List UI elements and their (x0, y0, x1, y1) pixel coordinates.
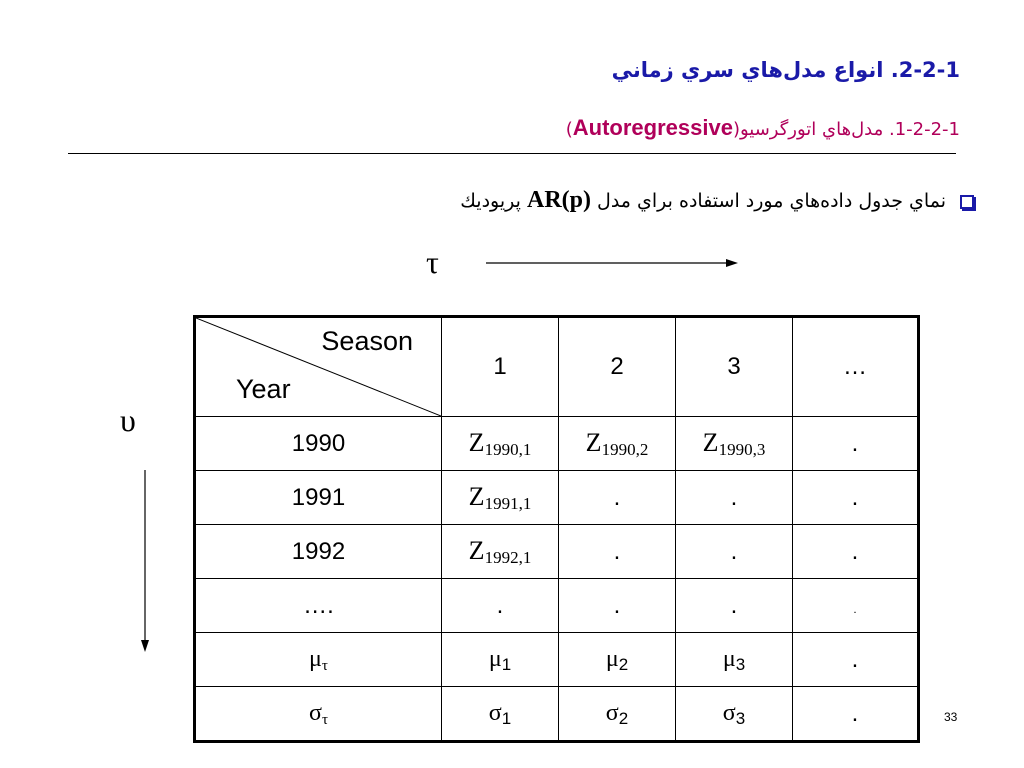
table-cell: $Z_{1992,1}$ (442, 525, 559, 579)
year-label: …. (195, 579, 442, 633)
table-header-row (195, 317, 919, 417)
sigma-row (195, 687, 919, 742)
year-label: 1990 (195, 417, 442, 471)
table-cell: . (442, 579, 559, 633)
sigma-cell: $\sigma_2$ (559, 687, 676, 742)
table-cell: . (676, 579, 793, 633)
season-header: 3 (676, 317, 793, 417)
sigma-label: $\sigma_\tau$ (195, 687, 442, 742)
vertical-arrow-icon (138, 470, 152, 652)
corner-year-label: Year (236, 374, 291, 404)
square-bullet-icon (960, 195, 974, 209)
table-cell: . (676, 525, 793, 579)
table-cell: $Z_{1990,1}$ (442, 417, 559, 471)
table-cell: . (793, 417, 919, 471)
table-cell: . (676, 471, 793, 525)
table-row (195, 417, 919, 471)
corner-season-label: Season (321, 326, 413, 356)
season-header: … (793, 317, 919, 417)
subtitle-persian: 1-2-2-1. مدل‌هاي اتورگرسيو (739, 119, 960, 140)
table-cell: . (793, 471, 919, 525)
table-cell: $Z_{1990,2}$ (559, 417, 676, 471)
table-row (195, 471, 919, 525)
table-row (195, 579, 919, 633)
bullet-item (460, 187, 974, 214)
bullet-model-name: AR(p) (526, 187, 591, 213)
mean-row (195, 633, 919, 687)
year-label: 1992 (195, 525, 442, 579)
table-cell: . (793, 579, 919, 633)
season-header: 2 (559, 317, 676, 417)
tau-axis-label: τ (426, 244, 439, 280)
table-row (195, 525, 919, 579)
mean-label: $\mu_\tau$ (195, 633, 442, 687)
sigma-cell: . (793, 687, 919, 742)
slide-title: 2-2-1. انواع مدل‌هاي سري زماني (611, 58, 960, 82)
season-header: 1 (442, 317, 559, 417)
mean-cell: $\mu_1$ (442, 633, 559, 687)
page-number: 33 (944, 710, 958, 724)
sigma-cell: $\sigma_3$ (676, 687, 793, 742)
table-corner-cell (195, 317, 442, 417)
bullet-text-before: نماي جدول داده‌هاي مورد استفاده براي مدل (597, 189, 946, 212)
mean-cell: $\mu_3$ (676, 633, 793, 687)
subtitle-english: Autoregressive (572, 115, 733, 140)
table-cell: . (559, 525, 676, 579)
sigma-cell: $\sigma_1$ (442, 687, 559, 742)
horizontal-arrow-icon (486, 256, 738, 270)
table-cell: . (559, 471, 676, 525)
header-divider (68, 153, 956, 154)
slide-subtitle (566, 115, 960, 141)
table-cell: . (559, 579, 676, 633)
table-cell: $Z_{1990,3}$ (676, 417, 793, 471)
subtitle-paren-open: ( (732, 119, 740, 140)
table-cell: $Z_{1991,1}$ (442, 471, 559, 525)
periodic-data-table (193, 315, 920, 743)
year-label: 1991 (195, 471, 442, 525)
mean-cell: . (793, 633, 919, 687)
bullet-text-after: پريوديك (460, 189, 521, 212)
upsilon-axis-label: υ (120, 402, 136, 438)
mean-cell: $\mu_2$ (559, 633, 676, 687)
table-cell: . (793, 525, 919, 579)
subtitle-paren-close: ) (565, 119, 573, 140)
